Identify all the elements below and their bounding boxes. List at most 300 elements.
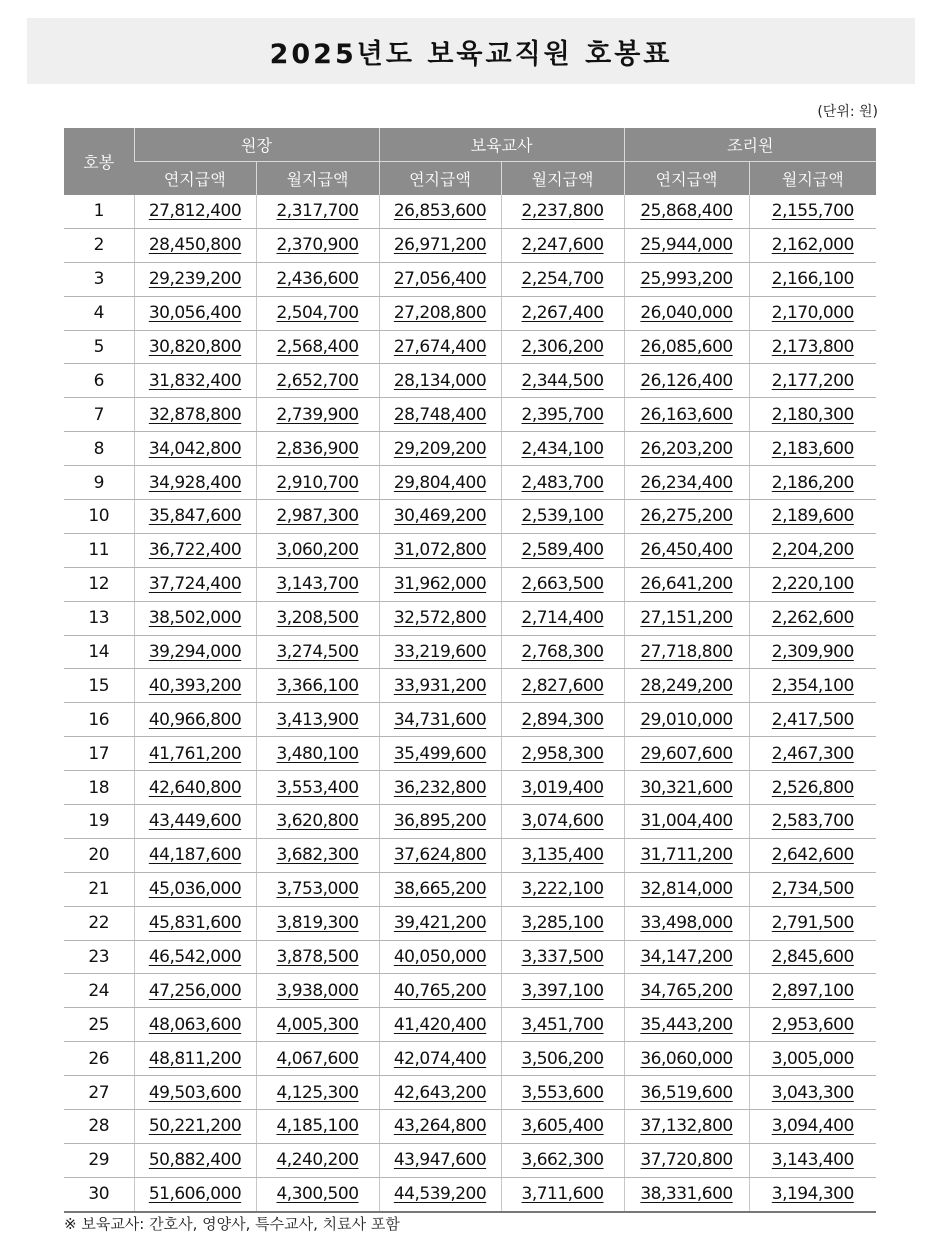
table-row [64,1110,876,1144]
cell-cook-monthly [749,1110,876,1144]
amount-value: 25,944,000 [640,235,733,256]
cell-step: 6 [64,364,134,398]
cell-step: 25 [64,1008,134,1042]
amount-value: 44,539,200 [393,1184,487,1205]
amount-value: 42,643,200 [393,1082,487,1103]
cell-director-monthly [256,1177,379,1211]
amount-value: 27,208,800 [393,303,487,324]
cell-director-annual [134,195,256,228]
cell-director-annual [134,1008,256,1042]
amount-value: 2,220,100 [771,574,854,595]
amount-value: 2,897,100 [771,980,854,1001]
amount-value: 2,186,200 [771,472,854,493]
cell-teacher-annual [379,567,501,601]
header-group-director: 원장 [134,128,379,162]
amount-value: 2,504,700 [276,303,359,324]
amount-value: 35,499,600 [393,743,487,764]
cell-cook-monthly [749,466,876,500]
cell-teacher-annual [379,466,501,500]
amount-value: 3,451,700 [521,1014,604,1035]
cell-director-monthly [256,1042,379,1076]
amount-value: 3,135,400 [521,845,604,866]
amount-value: 49,503,600 [148,1082,242,1103]
amount-value: 41,420,400 [393,1014,487,1035]
cell-cook-monthly [749,1177,876,1211]
amount-value: 2,189,600 [771,506,854,527]
amount-value: 37,624,800 [393,845,487,866]
amount-value: 32,814,000 [640,879,733,900]
cell-cook-annual [624,838,749,872]
cell-teacher-annual [379,228,501,262]
cell-cook-annual [624,364,749,398]
cell-step: 30 [64,1177,134,1211]
amount-value: 31,004,400 [640,811,733,832]
cell-step: 21 [64,872,134,906]
table-row [64,1177,876,1211]
amount-value: 2,183,600 [771,438,854,459]
table-row [64,432,876,466]
cell-teacher-monthly [501,1076,624,1110]
amount-value: 2,436,600 [276,269,359,290]
cell-director-annual [134,262,256,296]
cell-cook-annual [624,432,749,466]
cell-director-annual [134,872,256,906]
amount-value: 37,720,800 [640,1150,733,1171]
cell-teacher-annual [379,500,501,534]
cell-teacher-annual [379,872,501,906]
cell-step: 1 [64,195,134,228]
cell-cook-monthly [749,432,876,466]
cell-teacher-monthly [501,533,624,567]
cell-director-monthly [256,737,379,771]
amount-value: 27,812,400 [148,201,242,222]
cell-cook-annual [624,262,749,296]
cell-teacher-annual [379,262,501,296]
amount-value: 29,607,600 [640,743,733,764]
amount-value: 32,572,800 [393,608,487,629]
cell-cook-monthly [749,1076,876,1110]
table-row [64,228,876,262]
cell-director-monthly [256,533,379,567]
amount-value: 4,300,500 [276,1184,359,1205]
cell-teacher-annual [379,1008,501,1042]
header-group-cook: 조리원 [624,128,876,162]
table-row [64,601,876,635]
cell-director-annual [134,567,256,601]
cell-cook-annual [624,1110,749,1144]
amount-value: 2,583,700 [771,811,854,832]
cell-teacher-monthly [501,1177,624,1211]
cell-teacher-annual [379,1177,501,1211]
cell-step: 24 [64,974,134,1008]
cell-director-monthly [256,1110,379,1144]
header-group-teacher: 보육교사 [379,128,624,162]
cell-cook-annual [624,330,749,364]
amount-value: 31,832,400 [148,370,242,391]
cell-director-annual [134,1143,256,1177]
cell-director-annual [134,940,256,974]
amount-value: 2,791,500 [771,913,854,934]
cell-cook-monthly [749,737,876,771]
amount-value: 34,147,200 [640,947,733,968]
cell-director-monthly [256,703,379,737]
amount-value: 2,306,200 [521,337,604,357]
cell-cook-annual [624,195,749,228]
amount-value: 2,958,300 [521,743,604,764]
amount-value: 43,449,600 [148,811,242,832]
cell-cook-annual [624,669,749,703]
cell-director-monthly [256,838,379,872]
amount-value: 25,993,200 [640,269,733,290]
cell-step: 13 [64,601,134,635]
amount-value: 38,502,000 [148,608,242,629]
cell-director-monthly [256,805,379,839]
amount-value: 2,267,400 [521,303,604,324]
cell-teacher-annual [379,906,501,940]
cell-step: 14 [64,635,134,669]
amount-value: 2,434,100 [521,438,604,459]
cell-teacher-monthly [501,1110,624,1144]
cell-teacher-monthly [501,669,624,703]
cell-teacher-monthly [501,398,624,432]
table-row [64,805,876,839]
cell-cook-monthly [749,1008,876,1042]
amount-value: 34,765,200 [640,980,733,1001]
amount-value: 2,370,900 [276,235,359,256]
amount-value: 37,132,800 [640,1116,733,1137]
amount-value: 27,151,200 [640,608,733,629]
table-row [64,330,876,364]
amount-value: 38,665,200 [393,879,487,900]
cell-director-annual [134,974,256,1008]
cell-director-annual [134,1076,256,1110]
cell-director-monthly [256,364,379,398]
cell-teacher-monthly [501,364,624,398]
amount-value: 41,761,200 [148,743,242,764]
amount-value: 38,331,600 [640,1184,733,1205]
cell-cook-annual [624,567,749,601]
cell-director-annual [134,805,256,839]
amount-value: 2,467,300 [771,743,854,764]
amount-value: 26,163,600 [640,404,733,425]
amount-value: 2,344,500 [521,370,604,391]
header-cook-annual: 연지급액 [624,162,749,196]
amount-value: 36,895,200 [393,811,487,832]
amount-value: 2,483,700 [521,472,604,493]
amount-value: 26,853,600 [393,201,487,222]
amount-value: 2,170,000 [771,303,854,324]
cell-cook-monthly [749,500,876,534]
cell-cook-annual [624,228,749,262]
amount-value: 4,185,100 [276,1116,359,1137]
cell-step: 28 [64,1110,134,1144]
cell-director-monthly [256,906,379,940]
amount-value: 33,219,600 [393,642,487,663]
amount-value: 3,711,600 [521,1184,604,1205]
amount-value: 30,469,200 [393,506,487,527]
cell-cook-monthly [749,805,876,839]
amount-value: 29,804,400 [393,472,487,493]
amount-value: 4,240,200 [276,1150,359,1171]
table-row [64,737,876,771]
amount-value: 3,605,400 [521,1116,604,1137]
amount-value: 3,194,300 [771,1184,854,1205]
cell-step: 18 [64,771,134,805]
amount-value: 26,126,400 [640,370,733,391]
cell-teacher-annual [379,398,501,432]
amount-value: 45,831,600 [148,913,242,934]
table-row [64,567,876,601]
amount-value: 3,620,800 [276,811,359,832]
amount-value: 3,143,700 [276,574,359,595]
salary-table [64,128,876,1213]
amount-value: 3,019,400 [521,777,604,798]
amount-value: 26,450,400 [640,540,733,561]
amount-value: 2,589,400 [521,540,604,561]
cell-director-monthly [256,398,379,432]
cell-step: 10 [64,500,134,534]
cell-step: 12 [64,567,134,601]
cell-cook-monthly [749,940,876,974]
cell-director-annual [134,737,256,771]
cell-director-monthly [256,601,379,635]
amount-value: 35,847,600 [148,506,242,527]
amount-value: 4,067,600 [276,1048,359,1069]
amount-value: 26,203,200 [640,438,733,459]
amount-value: 3,753,000 [276,879,359,900]
cell-cook-annual [624,1042,749,1076]
cell-cook-annual [624,466,749,500]
table-row [64,364,876,398]
cell-director-monthly [256,1008,379,1042]
cell-teacher-monthly [501,771,624,805]
amount-value: 2,395,700 [521,404,604,425]
cell-cook-monthly [749,635,876,669]
amount-value: 2,173,800 [771,337,854,357]
cell-teacher-annual [379,1110,501,1144]
amount-value: 34,731,600 [393,709,487,730]
amount-value: 3,366,100 [276,675,359,696]
cell-step: 15 [64,669,134,703]
cell-teacher-monthly [501,330,624,364]
cell-cook-monthly [749,567,876,601]
amount-value: 48,063,600 [148,1014,242,1035]
cell-cook-annual [624,500,749,534]
amount-value: 2,247,600 [521,235,604,256]
amount-value: 27,718,800 [640,642,733,663]
table-row [64,906,876,940]
cell-director-annual [134,1042,256,1076]
amount-value: 2,317,700 [276,201,359,222]
amount-value: 3,143,400 [771,1150,854,1171]
cell-step: 5 [64,330,134,364]
amount-value: 3,060,200 [276,540,359,561]
cell-cook-annual [624,872,749,906]
table-row [64,635,876,669]
cell-teacher-monthly [501,805,624,839]
table-row [64,838,876,872]
amount-value: 3,878,500 [276,947,359,968]
table-row [64,872,876,906]
amount-value: 2,180,300 [771,404,854,425]
cell-teacher-monthly [501,195,624,228]
table-row [64,1008,876,1042]
amount-value: 2,987,300 [276,506,359,527]
cell-teacher-annual [379,771,501,805]
amount-value: 3,222,100 [521,879,604,900]
amount-value: 26,641,200 [640,574,733,595]
amount-value: 33,931,200 [393,675,487,696]
cell-cook-annual [624,1076,749,1110]
cell-teacher-annual [379,533,501,567]
amount-value: 2,739,900 [276,404,359,425]
header-director-monthly: 월지급액 [256,162,379,196]
cell-teacher-monthly [501,500,624,534]
table-row [64,500,876,534]
amount-value: 2,526,800 [771,777,854,798]
cell-teacher-monthly [501,466,624,500]
amount-value: 2,734,500 [771,879,854,900]
cell-teacher-monthly [501,737,624,771]
amount-value: 3,938,000 [276,980,359,1001]
cell-director-monthly [256,567,379,601]
cell-director-monthly [256,771,379,805]
cell-director-annual [134,703,256,737]
amount-value: 2,155,700 [771,201,854,222]
cell-step: 7 [64,398,134,432]
amount-value: 3,397,100 [521,980,604,1001]
cell-teacher-monthly [501,296,624,330]
header-cook-monthly: 월지급액 [749,162,876,196]
cell-cook-monthly [749,262,876,296]
cell-cook-monthly [749,364,876,398]
cell-director-monthly [256,330,379,364]
cell-step: 19 [64,805,134,839]
amount-value: 35,443,200 [640,1014,733,1035]
amount-value: 3,553,600 [521,1082,604,1103]
amount-value: 2,768,300 [521,642,604,663]
amount-value: 2,652,700 [276,370,359,391]
amount-value: 4,125,300 [276,1082,359,1103]
header-teacher-monthly: 월지급액 [501,162,624,196]
cell-teacher-monthly [501,601,624,635]
cell-director-monthly [256,669,379,703]
amount-value: 39,421,200 [393,913,487,934]
cell-director-monthly [256,296,379,330]
amount-value: 42,640,800 [148,777,242,798]
amount-value: 32,878,800 [148,404,242,425]
cell-step: 16 [64,703,134,737]
table-row [64,771,876,805]
unit-label: (단위: 원) [817,104,878,120]
cell-teacher-annual [379,601,501,635]
cell-teacher-annual [379,669,501,703]
amount-value: 40,393,200 [148,675,242,696]
cell-cook-annual [624,805,749,839]
amount-value: 2,166,100 [771,269,854,290]
cell-cook-monthly [749,974,876,1008]
amount-value: 42,074,400 [393,1048,487,1069]
amount-value: 2,827,600 [521,675,604,696]
amount-value: 43,947,600 [393,1150,487,1171]
amount-value: 36,060,000 [640,1048,733,1069]
cell-cook-annual [624,940,749,974]
cell-step: 23 [64,940,134,974]
amount-value: 31,072,800 [393,540,487,561]
cell-step: 26 [64,1042,134,1076]
page-title: 2025년도 보육교직원 호봉표 [269,38,673,70]
cell-director-annual [134,364,256,398]
amount-value: 36,519,600 [640,1082,733,1103]
amount-value: 43,264,800 [393,1116,487,1137]
cell-director-monthly [256,500,379,534]
table-row [64,1143,876,1177]
amount-value: 44,187,600 [148,845,242,866]
cell-teacher-annual [379,296,501,330]
cell-teacher-annual [379,1143,501,1177]
amount-value: 3,094,400 [771,1116,854,1137]
cell-teacher-annual [379,195,501,228]
amount-value: 40,050,000 [393,947,487,968]
amount-value: 30,820,800 [148,337,242,357]
amount-value: 28,249,200 [640,675,733,696]
amount-value: 3,208,500 [276,608,359,629]
cell-teacher-annual [379,364,501,398]
amount-value: 2,910,700 [276,472,359,493]
cell-cook-monthly [749,601,876,635]
amount-value: 3,285,100 [521,913,604,934]
cell-cook-monthly [749,838,876,872]
table-row [64,1042,876,1076]
cell-step: 20 [64,838,134,872]
cell-director-annual [134,1177,256,1211]
cell-cook-annual [624,1008,749,1042]
cell-teacher-monthly [501,1143,624,1177]
cell-director-monthly [256,1076,379,1110]
amount-value: 2,417,500 [771,709,854,730]
header-step: 호봉 [64,128,134,195]
cell-cook-annual [624,1143,749,1177]
amount-value: 2,177,200 [771,370,854,391]
amount-value: 29,010,000 [640,709,733,730]
cell-director-annual [134,330,256,364]
cell-step: 8 [64,432,134,466]
amount-value: 37,724,400 [148,574,242,595]
amount-value: 26,234,400 [640,472,733,493]
amount-value: 3,480,100 [276,743,359,764]
cell-director-annual [134,466,256,500]
cell-teacher-monthly [501,974,624,1008]
amount-value: 40,966,800 [148,709,242,730]
cell-cook-monthly [749,872,876,906]
cell-cook-annual [624,398,749,432]
amount-value: 30,321,600 [640,777,733,798]
amount-value: 27,674,400 [393,337,487,357]
amount-value: 34,928,400 [148,472,242,493]
cell-cook-annual [624,601,749,635]
amount-value: 2,568,400 [276,337,359,357]
amount-value: 2,162,000 [771,235,854,256]
cell-cook-annual [624,771,749,805]
table-body [64,195,876,1212]
cell-step: 9 [64,466,134,500]
amount-value: 2,237,800 [521,201,604,222]
amount-value: 2,309,900 [771,642,854,663]
cell-teacher-annual [379,974,501,1008]
cell-cook-monthly [749,330,876,364]
amount-value: 3,413,900 [276,709,359,730]
cell-director-annual [134,296,256,330]
